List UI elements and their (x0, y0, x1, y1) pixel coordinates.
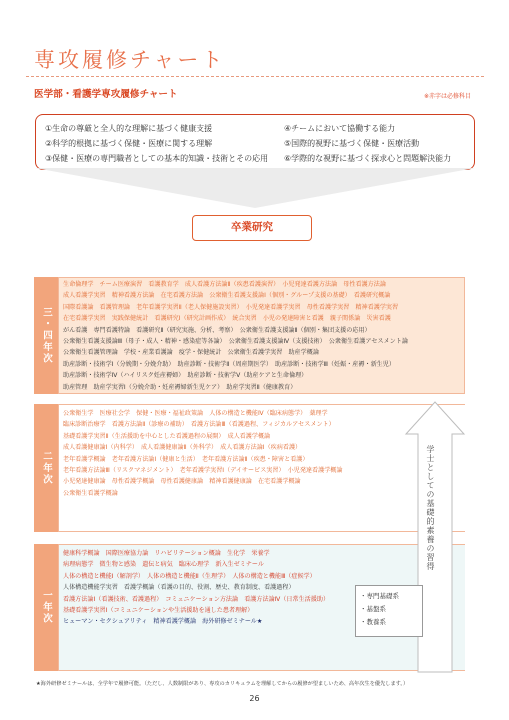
title-divider (26, 76, 484, 77)
course-line: 臨床診断治療学 看護方法論Ⅱ（診療の補助） 看護方法論Ⅲ（看護過程、フィジカルアセスメント） (63, 421, 335, 429)
foundation-label: 学士としての基礎的素養の習得 (426, 445, 435, 571)
course-line: ヒューマン・セクシュアリティ 精神看護学概論 海外研修ゼミナール★ (63, 618, 263, 626)
base-item: ・教養系 (360, 618, 386, 626)
course-line: 基礎看護学実習Ⅱ（生活援助を中心とした看護過程の展開） 成人看護学概論 (63, 432, 271, 440)
goal-3: ③保健・医療の専門職者としての基本的知識・技術とその応用 (45, 154, 269, 163)
year34-label: 三・四年次 (41, 306, 52, 365)
year1-label: 一年次 (41, 590, 52, 625)
goals-chevron-arrow (35, 168, 475, 210)
course-line: 病理病態学 微生物と感染 遺伝と病気 臨床心理学 新入生ゼミナール (63, 561, 264, 569)
course-line: 老年看護学概論 老年看護方法論Ⅰ（健康と生活） 老年看護方法論Ⅱ（疾患・障害と看護） (63, 455, 309, 463)
goal-4: ④チームにおいて協働する能力 (284, 124, 396, 133)
course-line: 人体の構造と機能Ⅰ（解剖学） 人体の構造と機能Ⅱ（生理学） 人体の構造と機能Ⅲ（症候学） (63, 572, 316, 580)
goal-6: ⑥学際的な視野に基づく探求心と問題解決能力 (284, 154, 452, 163)
course-line: 基礎看護学実習Ⅰ（コミュニケーションや生活援助を通した患者理解） (63, 607, 254, 615)
course-line: がん看護 専門看護特論 看護研究Ⅱ（研究実施、分析、考察） 公衆衛生看護支援論Ⅱ（個別・集団支援の応用） (63, 326, 371, 334)
year2-band (34, 404, 58, 532)
course-line: 健康科学概論 国際医療協力論 リハビリテーション概論 生化学 栄養学 (63, 550, 270, 557)
required-note: ※赤字は必修科目 (423, 93, 471, 100)
course-line: 助産管理 助産学実習Ⅰ（分娩介助・妊産褥婦新生児ケア） 助産学実習Ⅱ（健康教育） (63, 383, 297, 391)
goal-2: ②科学的根拠に基づく保健・医療に関する理解 (45, 139, 213, 148)
course-line: 看護方法論Ⅰ（看護技術、看護過程） コミュニケーション方法論 看護方法論Ⅳ（日常生活援助） (63, 595, 330, 603)
course-line: 国際看護論 看護管理論 老年看護学実習Ⅱ（老人保健施設実習） 小児発達看護学実習 母性看護学実習 精神看護学実習 (63, 303, 399, 311)
base-courses-box (355, 585, 423, 637)
graduation-research-box: 卒業研究 (192, 215, 312, 241)
footnote: ★海外研修ゼミナールは、全学年で履修可能。（ただし、人数制限があり、専攻のカリキュラムを理解してからの履修が望ましいため、高年次生を優先します。） (36, 681, 409, 687)
course-line: 公衆衛生看護学概論 (63, 489, 118, 497)
goal-1: ①生命の尊厳と全人的な理解に基づく健康支援 (45, 124, 213, 133)
goal-5: ⑤国際的視野に基づく保健・医療活動 (284, 139, 420, 148)
course-line: 公衆衛生看護管理論 学校・産業看護論 疫学・保健統計 公衆衛生看護学実習 助産学概論 (63, 349, 319, 357)
course-line: 公衆衛生看護支援論Ⅲ（母子・成人・精神・感染症等各論） 公衆衛生看護支援論Ⅳ（支援技術） 公衆衛生看護アセスメント論 (63, 338, 408, 346)
course-line: 成人看護健康論Ⅰ（内科学） 成人看護健康論Ⅱ（外科学） 成人看護方法論Ⅰ（疾病看護） (63, 444, 302, 452)
course-line: 助産診断・技術学Ⅳ（ハイリスク妊産褥婦） 助産診断・技術学Ⅴ（助産ケアと生命倫理） (63, 372, 308, 380)
chart-title: 医学部・看護学専攻履修チャート (34, 89, 178, 100)
course-line: 小児発達健康論 母性看護学概論 母性看護健康論 精神看護健康論 在宅看護学概論 (63, 478, 301, 486)
course-line: 助産診断・技術学Ⅰ（分娩期・分娩介助） 助産診断・技術学Ⅱ（周産期医学） 助産診断・技術学Ⅲ（妊娠・産褥・新生児） (63, 360, 395, 368)
goals-box (35, 114, 475, 170)
course-line: 在宅看護学実習 実践保健統計 看護研究Ⅰ（研究計画作成） 統合実習 小児の発達障害と看護 親子関係論 災害看護 (63, 315, 391, 323)
course-line: 人体構造機能学実習 看護学概論（看護の目的、役割、歴史、教育制度、看護過程） (63, 584, 295, 592)
base-item: ・基盤系 (360, 605, 386, 613)
course-line: 老年看護方法論Ⅲ（リスクマネジメント） 老年看護学実習Ⅰ（デイサービス実習） 小児発達看護学概論 (63, 467, 343, 475)
course-line: 成人看護学実習 精神看護方法論 在宅看護方法論 公衆衛生看護支援論Ⅰ（個別・グループ支援の基礎） 看護研究概論 (63, 292, 391, 300)
year34-courses-box (58, 277, 465, 394)
year34-band (34, 277, 58, 394)
page-title: 専攻履修チャート (34, 48, 226, 72)
base-item: ・専門基礎系 (360, 592, 399, 600)
course-line: 公衆衛生学 医療社会学 保健・医療・福祉政策論 人体の構造と機能Ⅳ（臨床病態学） 薬理学 (63, 410, 328, 417)
year2-label: 二年次 (41, 450, 52, 486)
course-line: 生命倫理学 チーム医療演習 看護教育学 成人看護方法論Ⅱ（疾患看護演習） 小児発達看護方法論 母性看護方法論 (63, 281, 386, 288)
year1-band (34, 544, 58, 671)
page-number: 26 (249, 694, 260, 703)
